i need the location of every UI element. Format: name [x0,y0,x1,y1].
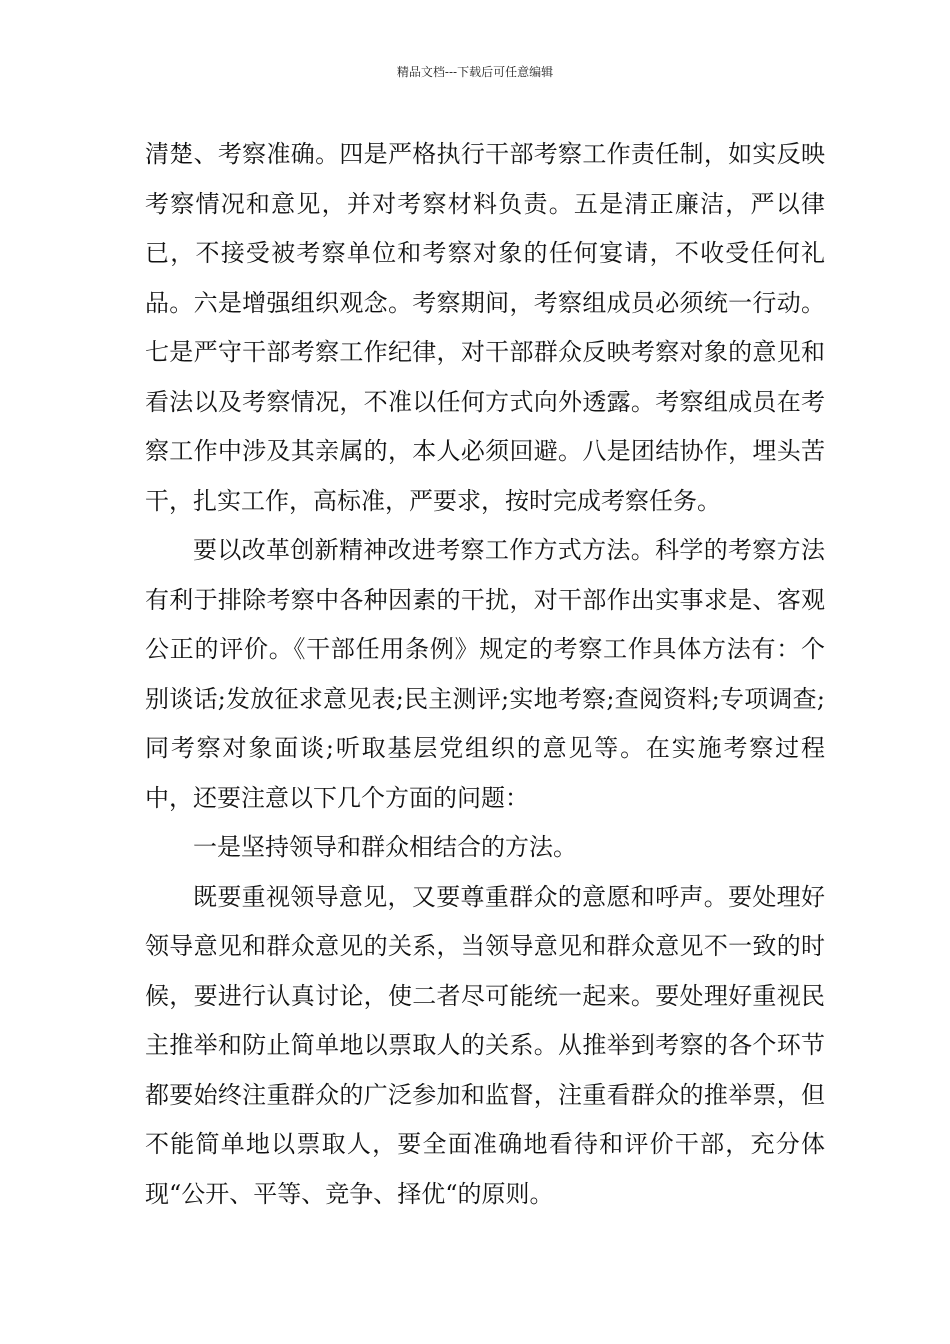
page-header: 精品文档---下载后可任意编辑 [396,65,554,79]
paragraph-2: 要以改革创新精神改进考察工作方式方法。科学的考察方法有利于排除考察中各种因素的干扰，对干部作出实事求是、客观公正的评价。《干部任用条例》规定的考察工作具体方法有：个别谈话;发放征求意见表;民主测评;实地考察;查阅资料;专项调查;同考察对象面谈;听取基层党组织的意见等。在实施考察过程中，还要注意以下几个方面的问题： [145,536,825,812]
paragraph-1: 清楚、考察准确。四是严格执行干部考察工作责任制，如实反映考察情况和意见，并对考察材料负责。五是清正廉洁，严以律已，不接受被考察单位和考察对象的任何宴请，不收受任何礼品。六是增强组织观念。考察期间，考察组成员必须统一行动。七是严守干部考察工作纪律，对干部群众反映考察对象的意见和看法以及考察情况，不准以任何方式向外透露。考察组成员在考察工作中涉及其亲属的，本人必须回避。八是团结协作，埋头苦干，扎实工作，高标准，严要求，按时完成考察任务。 [145,140,825,515]
paragraph-4: 既要重视领导意见，又要尊重群众的意愿和呼声。要处理好领导意见和群众意见的关系，当领导意见和群众意见不一致的时候，要进行认真讨论，使二者尽可能统一起来。要处理好重视民主推举和防止简单地以票取人的关系。从推举到考察的各个环节都要始终注重群众的广泛参加和监督，注重看群众的推举票，但不能简单地以票取人，要全面准确地看待和评价干部，充分体现“公开、平等、竞争、择优“的原则。 [145,882,825,1208]
paragraph-3: 一是坚持领导和群众相结合的方法。 [193,833,577,861]
document-body [145,130,825,1219]
